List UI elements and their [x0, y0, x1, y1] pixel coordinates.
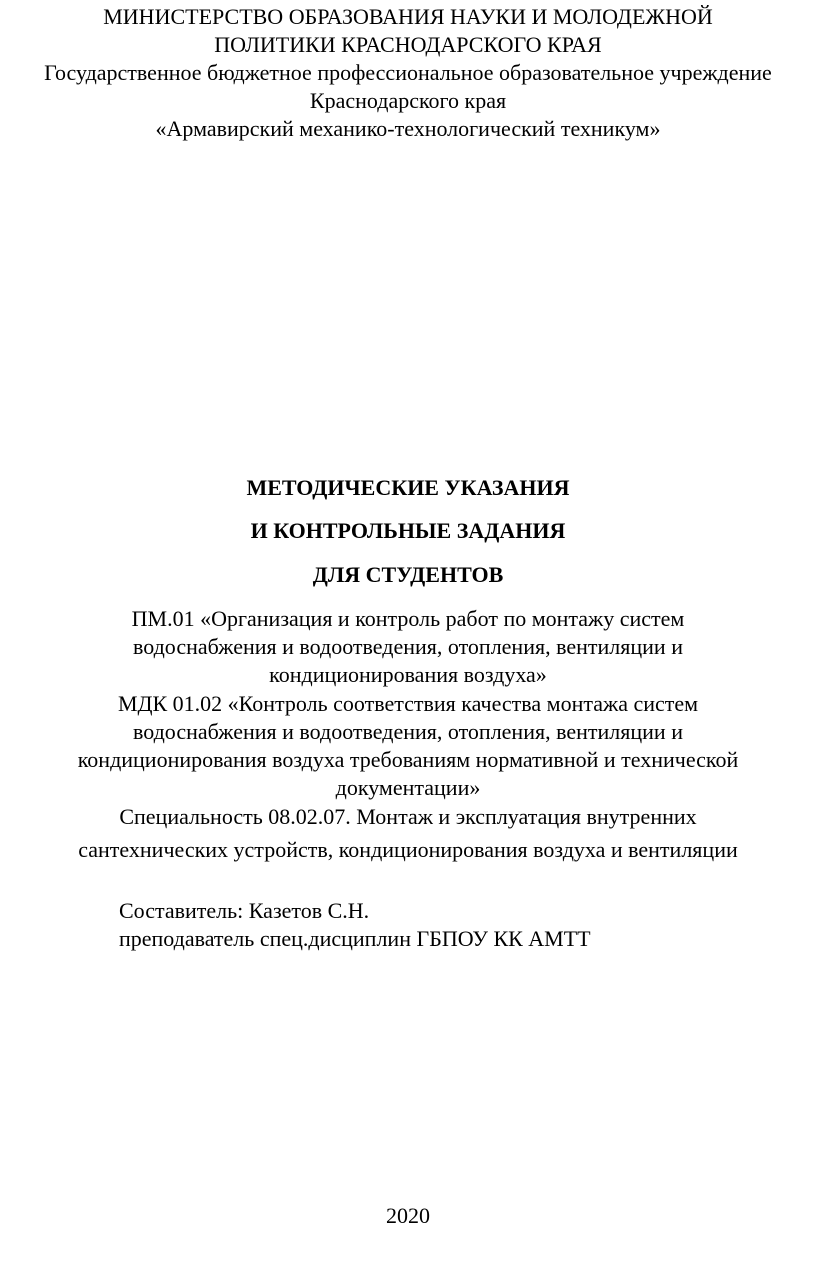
- title-line-2: И КОНТРОЛЬНЫЕ ЗАДАНИЯ: [250, 518, 566, 543]
- compiler-position-line: преподаватель спец.дисциплин ГБПОУ КК АМТТ: [119, 926, 591, 951]
- compiler-line: Составитель: Казетов С.Н.: [119, 898, 370, 923]
- mdk-line-2: водоснабжения и водоотведения, отопления, вентиляции и: [133, 719, 683, 744]
- ministry-line-2: ПОЛИТИКИ КРАСНОДАРСКОГО КРАЯ: [214, 32, 602, 57]
- module-line-2: водоснабжения и водоотведения, отопления, вентиляции и: [133, 634, 683, 659]
- mdk-line-1: МДК 01.02 «Контроль соответствия качества монтажа систем: [117, 691, 699, 716]
- institution-type-line: Государственное бюджетное профессиональное образовательное учреждение: [44, 60, 772, 85]
- region-line: Краснодарского края: [309, 88, 507, 113]
- year: 2020: [386, 1203, 430, 1228]
- specialty-line-1: Специальность 08.02.07. Монтаж и эксплуатация внутренних: [119, 804, 697, 829]
- institution-name-line: «Армавирский механико-технологический техникум»: [155, 116, 661, 141]
- module-line-1: ПМ.01 «Организация и контроль работ по монтажу систем: [131, 606, 685, 631]
- ministry-line-1: МИНИСТЕРСТВО ОБРАЗОВАНИЯ НАУКИ И МОЛОДЕЖНОЙ: [103, 4, 713, 29]
- specialty-line-2: сантехнических устройств, кондиционирования воздуха и вентиляции: [78, 837, 738, 862]
- mdk-line-4: документации»: [335, 775, 481, 800]
- title-line-3: ДЛЯ СТУДЕНТОВ: [312, 562, 504, 587]
- title-line-1: МЕТОДИЧЕСКИЕ УКАЗАНИЯ: [246, 475, 570, 500]
- module-line-3: кондиционирования воздуха»: [269, 662, 547, 687]
- mdk-line-3: кондиционирования воздуха требованиям нормативной и технической: [77, 747, 739, 772]
